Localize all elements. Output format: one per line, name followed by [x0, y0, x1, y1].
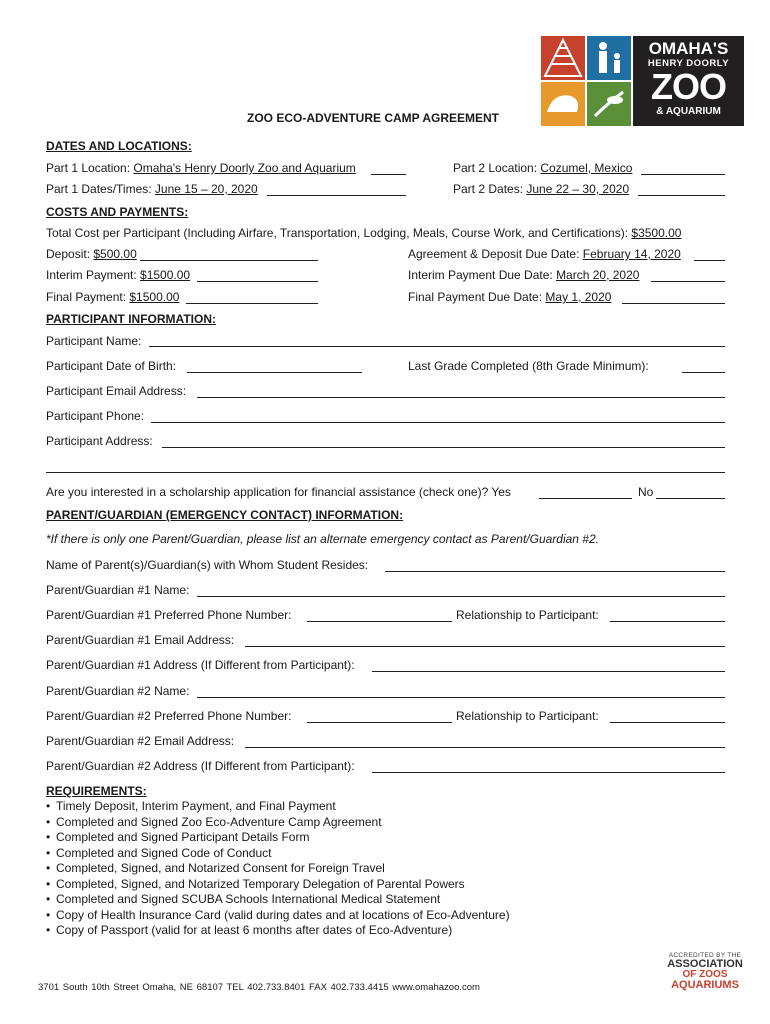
g1-address-input[interactable] [372, 670, 725, 672]
participant-email-input[interactable] [197, 396, 725, 398]
interim-line [197, 280, 318, 282]
interim-due: Interim Payment Due Date: March 20, 2020 [408, 268, 640, 282]
participant-phone-input[interactable] [151, 421, 725, 423]
list-item: • Completed and Signed Code of Conduct [46, 845, 272, 860]
list-item: • Completed and Signed Zoo Eco-Adventure Camp Agreement [46, 814, 382, 829]
footer-address: 3701 South 10th Street Omaha, NE 68107 TEL 402.733.8401 FAX 402.733.4415 www.omahazoo.com [38, 982, 480, 993]
total-cost: Total Cost per Participant (Including Airfare, Transportation, Lodging, Meals, Course Work, and Certifications): $3500.00 [46, 226, 682, 240]
animal-tile-icon [541, 82, 585, 126]
guardian-heading: PARENT/GUARDIAN (EMERGENCY CONTACT) INFORMATION: [46, 508, 404, 522]
g1-address-label: Parent/Guardian #1 Address (If Different from Participant): [46, 658, 355, 672]
zoo-wordmark: OMAHA'S HENRY DOORLY ZOO & AQUARIUM [633, 36, 744, 126]
g2-name-label: Parent/Guardian #2 Name: [46, 684, 190, 698]
g1-relationship-input[interactable] [610, 620, 725, 622]
g1-phone-input[interactable] [307, 620, 452, 622]
list-item: • Completed and Signed Participant Details Form [46, 830, 310, 844]
participant-name-input[interactable] [149, 345, 725, 347]
part1-location-line [371, 173, 406, 175]
list-item: • Timely Deposit, Interim Payment, and Final Payment [46, 799, 336, 813]
g2-phone-label: Parent/Guardian #2 Preferred Phone Number: [46, 709, 292, 723]
scholarship-no-label: No [638, 485, 654, 499]
giraffe-tile-icon [541, 36, 585, 80]
deposit-due-line [694, 259, 725, 261]
list-item: • Copy of Health Insurance Card (valid during dates and at locations of Eco-Adventure) [46, 907, 510, 922]
participant-address-input[interactable] [162, 446, 725, 448]
scholarship-label: Are you interested in a scholarship application for financial assistance (check one)? Yes [46, 485, 511, 499]
requirements-heading: REQUIREMENTS: [46, 784, 147, 798]
interim-payment: Interim Payment: $1500.00 [46, 268, 191, 282]
part2-dates-line [638, 194, 725, 196]
deposit-due: Agreement & Deposit Due Date: February 14, 2020 [408, 247, 681, 261]
part1-dates-line [267, 194, 406, 196]
g1-relationship-label: Relationship to Participant: [456, 608, 599, 622]
part2-location: Part 2 Location: Cozumel, Mexico [453, 161, 633, 175]
participant-heading: PARTICIPANT INFORMATION: [46, 312, 216, 326]
family-tile-icon [587, 36, 631, 80]
participant-email-label: Participant Email Address: [46, 384, 187, 398]
g1-name-input[interactable] [197, 595, 725, 597]
zoo-logo [541, 36, 744, 126]
grade-label: Last Grade Completed (8th Grade Minimum): [408, 359, 649, 373]
final-payment: Final Payment: $1500.00 [46, 290, 180, 304]
g2-phone-input[interactable] [307, 721, 452, 723]
resides-label: Name of Parent(s)/Guardian(s) with Whom Student Resides: [46, 558, 369, 572]
list-item: • Completed, Signed, and Notarized Temporary Delegation of Parental Powers [46, 876, 465, 891]
g1-phone-label: Parent/Guardian #1 Preferred Phone Number: [46, 608, 292, 622]
interim-due-line [651, 280, 725, 282]
participant-address-label: Participant Address: [46, 434, 153, 448]
deposit: Deposit: $500.00 [46, 247, 137, 261]
aza-logo: ACCREDITED BY THE ASSOCIATION OF ZOOS AQUARIUMS [667, 952, 743, 991]
g2-address-input[interactable] [372, 771, 725, 773]
g2-relationship-input[interactable] [610, 721, 725, 723]
requirements-list [46, 799, 510, 939]
deposit-line [140, 259, 318, 261]
list-item: • Completed, Signed, and Notarized Consent for Foreign Travel [46, 861, 385, 875]
g1-email-label: Parent/Guardian #1 Email Address: [46, 633, 235, 647]
part1-dates: Part 1 Dates/Times: June 15 – 20, 2020 [46, 182, 258, 196]
g2-email-label: Parent/Guardian #2 Email Address: [46, 734, 235, 748]
g2-address-label: Parent/Guardian #2 Address (If Different from Participant): [46, 759, 355, 773]
scholarship-no-input[interactable] [656, 497, 725, 499]
final-line [186, 302, 318, 304]
participant-phone-label: Participant Phone: [46, 409, 145, 423]
final-due: Final Payment Due Date: May 1, 2020 [408, 290, 612, 304]
grade-input[interactable] [682, 371, 725, 373]
guardian-note: *If there is only one Parent/Guardian, please list an alternate emergency contact as Parent/Guardian #2. [46, 532, 599, 546]
g1-name-label: Parent/Guardian #1 Name: [46, 583, 190, 597]
scholarship-yes-input[interactable] [539, 497, 632, 499]
costs-heading: COSTS AND PAYMENTS: [46, 205, 189, 219]
hand-leaf-tile-icon [587, 82, 631, 126]
participant-name-label: Participant Name: [46, 334, 142, 348]
participant-address-input-2[interactable] [46, 471, 725, 473]
list-item: • Copy of Passport (valid for at least 6 months after dates of Eco-Adventure) [46, 923, 453, 937]
resides-input[interactable] [385, 570, 725, 572]
g2-relationship-label: Relationship to Participant: [456, 709, 599, 723]
dates-heading: DATES AND LOCATIONS: [46, 139, 192, 153]
list-item: • Completed and Signed SCUBA Schools International Medical Statement [46, 892, 441, 906]
g2-email-input[interactable] [245, 746, 725, 748]
final-due-line [622, 302, 725, 304]
part2-location-line [641, 173, 725, 175]
page-title: ZOO ECO-ADVENTURE CAMP AGREEMENT [247, 111, 500, 125]
g1-email-input[interactable] [245, 645, 725, 647]
part1-location: Part 1 Location: Omaha's Henry Doorly Zoo and Aquarium [46, 161, 356, 175]
part2-dates: Part 2 Dates: June 22 – 30, 2020 [453, 182, 630, 196]
participant-dob-input[interactable] [187, 371, 362, 373]
g2-name-input[interactable] [197, 696, 725, 698]
participant-dob-label: Participant Date of Birth: [46, 359, 177, 373]
